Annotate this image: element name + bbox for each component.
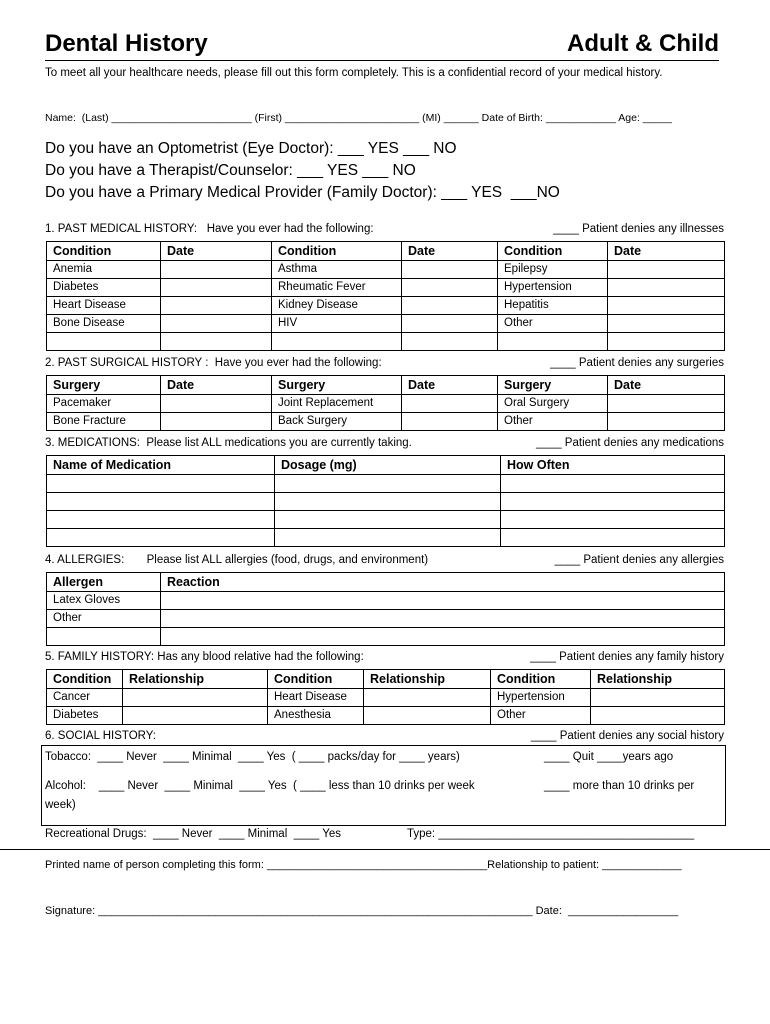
medications-header-row <box>47 456 725 475</box>
table-cell-input[interactable] <box>402 297 498 315</box>
table-cell-input[interactable] <box>402 395 498 413</box>
table-cell-label: Hypertension <box>498 279 608 297</box>
table-cell-input[interactable] <box>275 511 501 529</box>
medications-heading: 3. MEDICATIONS: Please list ALL medications you are currently taking. <box>45 437 412 449</box>
table-cell-input[interactable] <box>608 413 725 431</box>
table-cell-input[interactable] <box>161 592 725 610</box>
table-cell-input[interactable] <box>498 333 608 351</box>
alcohol-line[interactable]: Alcohol: ____ Never ____ Minimal ____ Yes ( ____ less than 10 drinks per week <box>45 780 475 792</box>
table-cell-input[interactable] <box>402 413 498 431</box>
surgical-column-header: Surgery <box>47 376 161 395</box>
table-cell-label: Pacemaker <box>47 395 161 413</box>
table-cell-input[interactable] <box>161 261 272 279</box>
surgical-column-header: Date <box>402 376 498 395</box>
table-cell-label: Rheumatic Fever <box>272 279 402 297</box>
table-cell-input[interactable] <box>402 315 498 333</box>
table-cell-label: Anemia <box>47 261 161 279</box>
table-cell-label: Anesthesia <box>268 707 364 725</box>
allergies-column-header: Reaction <box>161 573 725 592</box>
table-cell-input[interactable] <box>123 707 268 725</box>
optometrist-question[interactable]: Do you have an Optometrist (Eye Doctor): ___ YES ___ NO <box>45 140 457 157</box>
allergies-header-row <box>47 573 725 592</box>
table-row <box>47 493 725 511</box>
family-column-header: Relationship <box>591 670 725 689</box>
table-cell-label: Other <box>498 315 608 333</box>
table-cell-label: Hypertension <box>491 689 591 707</box>
drug-type-line[interactable]: Type: ________________________________________ <box>407 828 695 840</box>
family-header-row <box>47 670 725 689</box>
medications-column-header: Dosage (mg) <box>275 456 501 475</box>
medical-column-header: Condition <box>498 242 608 261</box>
table-cell-input[interactable] <box>47 333 161 351</box>
form-title: Dental History <box>45 30 208 57</box>
table-cell-input[interactable] <box>47 628 161 646</box>
table-row <box>47 628 725 646</box>
table-cell-input[interactable] <box>591 689 725 707</box>
table-row <box>47 689 725 707</box>
table-cell-input[interactable] <box>591 707 725 725</box>
table-row <box>47 297 725 315</box>
medical-column-header: Date <box>608 242 725 261</box>
allergies-denies-checkbox[interactable]: ____ Patient denies any allergies <box>554 554 724 566</box>
table-cell-input[interactable] <box>161 315 272 333</box>
signature-line[interactable]: Signature: _______________________________________________________________________ Date: __________________ <box>45 905 679 917</box>
table-cell-input[interactable] <box>501 511 725 529</box>
table-cell-input[interactable] <box>47 511 275 529</box>
table-cell-input[interactable] <box>161 610 725 628</box>
family-column-header: Relationship <box>123 670 268 689</box>
family-column-header: Condition <box>47 670 123 689</box>
social-history-heading: 6. SOCIAL HISTORY: <box>45 730 156 742</box>
table-cell-input[interactable] <box>161 333 272 351</box>
table-cell-input[interactable] <box>608 333 725 351</box>
recreational-drugs-line[interactable]: Recreational Drugs: ____ Never ____ Minimal ____ Yes <box>45 828 341 840</box>
medical-history-table <box>46 241 725 351</box>
table-cell-input[interactable] <box>364 707 491 725</box>
table-cell-input[interactable] <box>608 395 725 413</box>
table-cell-input[interactable] <box>161 297 272 315</box>
table-cell-input[interactable] <box>402 333 498 351</box>
table-cell-input[interactable] <box>123 689 268 707</box>
form-title-bar <box>45 30 719 61</box>
table-row <box>47 279 725 297</box>
medical-column-header: Date <box>402 242 498 261</box>
allergies-table <box>46 572 725 646</box>
table-cell-input[interactable] <box>161 628 725 646</box>
tobacco-quit-line[interactable]: ____ Quit ____years ago <box>544 751 674 763</box>
medical-history-heading: 1. PAST MEDICAL HISTORY: Have you ever had the following: <box>45 223 374 235</box>
alcohol-week-text: week) <box>45 799 76 811</box>
surgical-column-header: Surgery <box>272 376 402 395</box>
table-row <box>47 511 725 529</box>
table-cell-input[interactable] <box>608 279 725 297</box>
table-cell-input[interactable] <box>608 261 725 279</box>
printed-name-line[interactable]: Printed name of person completing this form: ____________________________________Relationship to patient: _____________ <box>45 859 682 871</box>
table-cell-input[interactable] <box>47 529 275 547</box>
table-cell-input[interactable] <box>501 529 725 547</box>
table-row <box>47 261 725 279</box>
allergies-heading: 4. ALLERGIES: Please list ALL allergies (food, drugs, and environment) <box>45 554 429 566</box>
family-column-header: Condition <box>268 670 364 689</box>
medical-column-header: Condition <box>272 242 402 261</box>
table-cell-input[interactable] <box>275 475 501 493</box>
surgical-column-header: Surgery <box>498 376 608 395</box>
table-cell-label: Heart Disease <box>268 689 364 707</box>
tobacco-line[interactable]: Tobacco: ____ Never ____ Minimal ____ Yes ( ____ packs/day for ____ years) <box>45 751 460 763</box>
table-cell-label: Kidney Disease <box>272 297 402 315</box>
table-cell-label: Oral Surgery <box>498 395 608 413</box>
table-cell-input[interactable] <box>501 493 725 511</box>
intro-text: To meet all your healthcare needs, please fill out this form completely. This is a confidential record of your medical history. <box>45 67 663 79</box>
table-cell-label: Other <box>498 413 608 431</box>
table-cell-label: Diabetes <box>47 279 161 297</box>
table-row <box>47 475 725 493</box>
table-cell-input[interactable] <box>402 261 498 279</box>
table-cell-input[interactable] <box>364 689 491 707</box>
patient-name-line[interactable]: Name: (Last) ________________________ (First) _______________________ (MI) ______ Date of Birth: ____________ Age: _____ <box>45 112 672 124</box>
primary-provider-question[interactable]: Do you have a Primary Medical Provider (Family Doctor): ___ YES ___NO <box>45 184 560 201</box>
family-column-header: Relationship <box>364 670 491 689</box>
table-cell-input[interactable] <box>501 475 725 493</box>
medications-column-header: How Often <box>501 456 725 475</box>
table-cell-input[interactable] <box>272 333 402 351</box>
table-row <box>47 395 725 413</box>
table-cell-input[interactable] <box>47 475 275 493</box>
family-denies-checkbox[interactable]: ____ Patient denies any family history <box>530 651 724 663</box>
allergies-column-header: Allergen <box>47 573 161 592</box>
table-cell-label: Cancer <box>47 689 123 707</box>
surgical-history-table <box>46 375 725 431</box>
table-cell-label: Latex Gloves <box>47 592 161 610</box>
table-cell-input[interactable] <box>608 297 725 315</box>
medical-denies-checkbox[interactable]: ____ Patient denies any illnesses <box>553 223 724 235</box>
table-cell-input[interactable] <box>275 529 501 547</box>
table-cell-label: Heart Disease <box>47 297 161 315</box>
table-cell-label: Asthma <box>272 261 402 279</box>
table-cell-label: Bone Fracture <box>47 413 161 431</box>
table-cell-input[interactable] <box>608 315 725 333</box>
table-row <box>47 592 725 610</box>
form-subtitle: Adult & Child <box>567 30 719 57</box>
table-cell-input[interactable] <box>402 279 498 297</box>
footer-divider <box>0 849 770 850</box>
table-cell-input[interactable] <box>161 395 272 413</box>
table-row <box>47 315 725 333</box>
medical-column-header: Date <box>161 242 272 261</box>
table-cell-label: Bone Disease <box>47 315 161 333</box>
table-row <box>47 529 725 547</box>
surgical-denies-checkbox[interactable]: ____ Patient denies any surgeries <box>550 357 724 369</box>
table-cell-label: Other <box>47 610 161 628</box>
table-row <box>47 610 725 628</box>
social-denies-checkbox[interactable]: ____ Patient denies any social history <box>530 730 724 742</box>
table-cell-input[interactable] <box>47 493 275 511</box>
medications-column-header: Name of Medication <box>47 456 275 475</box>
medications-table <box>46 455 725 547</box>
table-cell-input[interactable] <box>161 279 272 297</box>
family-history-heading: 5. FAMILY HISTORY: Has any blood relative had the following: <box>45 651 364 663</box>
social-history-box <box>41 745 726 826</box>
medical-column-header: Condition <box>47 242 161 261</box>
table-cell-input[interactable] <box>275 493 501 511</box>
table-cell-label: Diabetes <box>47 707 123 725</box>
table-cell-label: Epilepsy <box>498 261 608 279</box>
table-row <box>47 333 725 351</box>
family-history-table <box>46 669 725 725</box>
table-cell-input[interactable] <box>161 413 272 431</box>
table-row <box>47 413 725 431</box>
therapist-question[interactable]: Do you have a Therapist/Counselor: ___ YES ___ NO <box>45 162 416 179</box>
table-row <box>47 707 725 725</box>
surgical-header-row <box>47 376 725 395</box>
surgical-column-header: Date <box>161 376 272 395</box>
surgical-history-heading: 2. PAST SURGICAL HISTORY : Have you ever had the following: <box>45 357 382 369</box>
surgical-column-header: Date <box>608 376 725 395</box>
alcohol-more-line[interactable]: ____ more than 10 drinks per <box>544 780 695 792</box>
medical-header-row <box>47 242 725 261</box>
table-cell-label: HIV <box>272 315 402 333</box>
table-cell-label: Other <box>491 707 591 725</box>
table-cell-label: Joint Replacement <box>272 395 402 413</box>
medications-denies-checkbox[interactable]: ____ Patient denies any medications <box>536 437 724 449</box>
table-cell-label: Hepatitis <box>498 297 608 315</box>
family-column-header: Condition <box>491 670 591 689</box>
table-cell-label: Back Surgery <box>272 413 402 431</box>
